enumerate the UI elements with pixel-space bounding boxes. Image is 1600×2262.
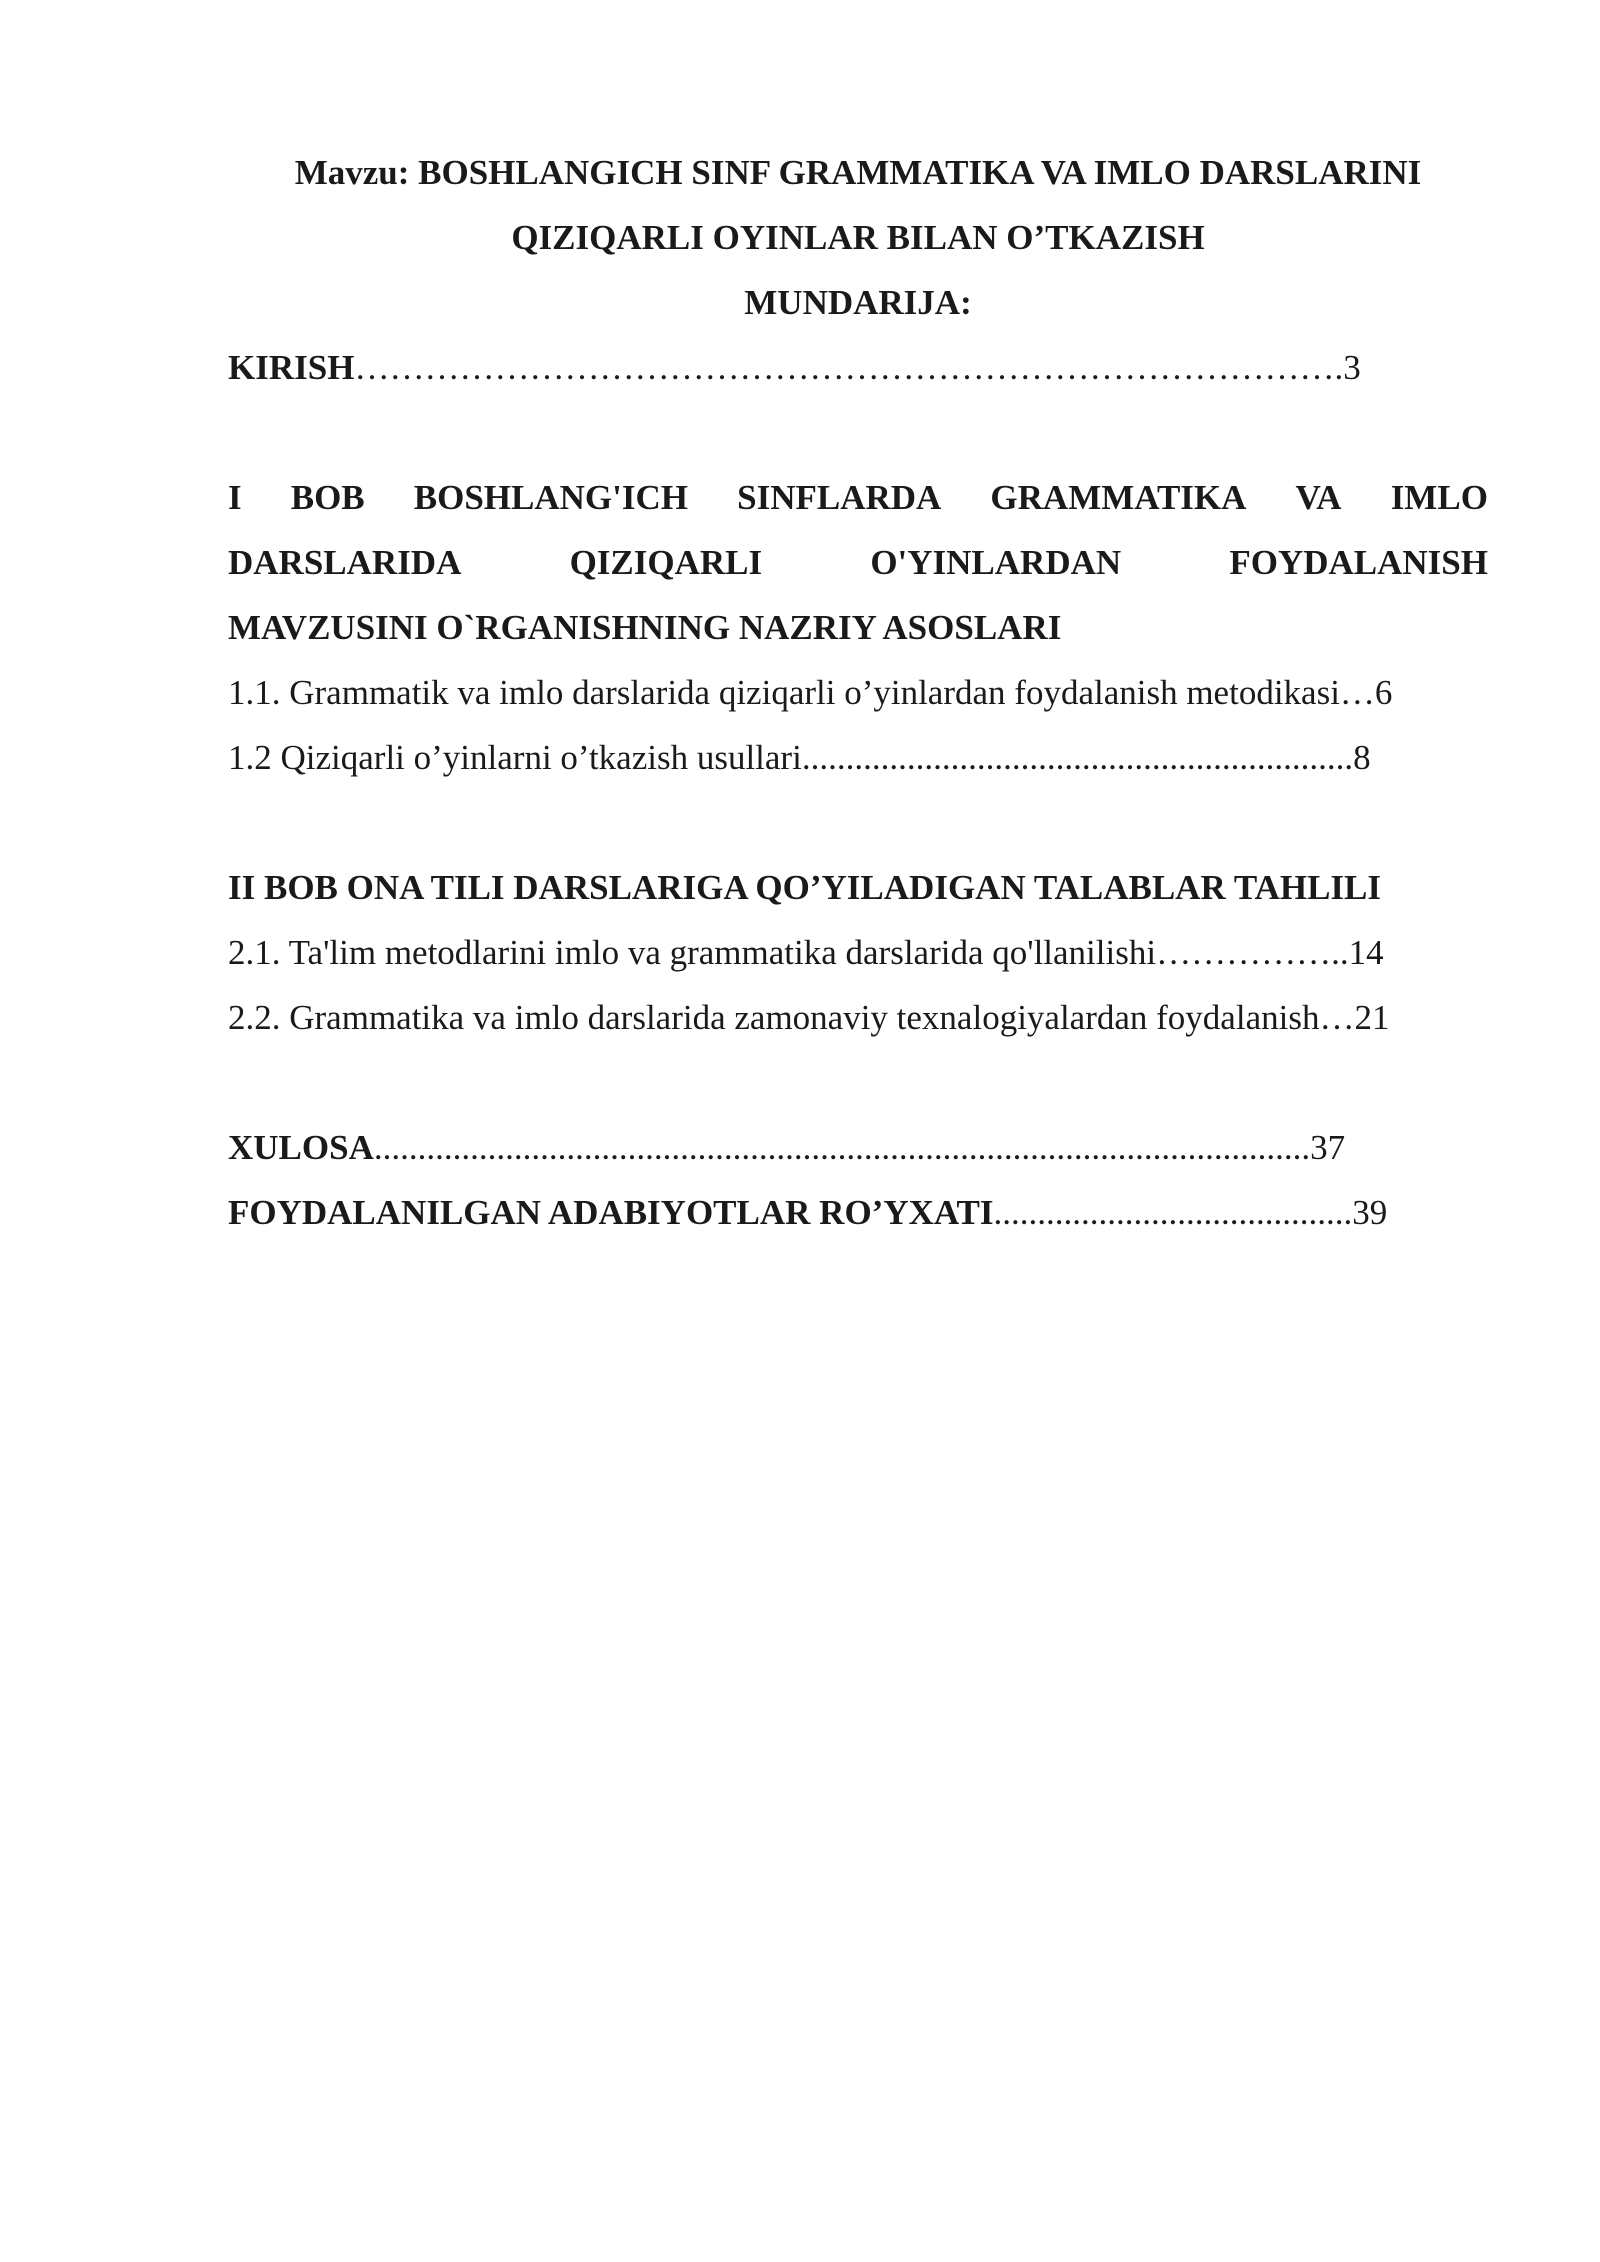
toc-entry-section-2-1[interactable] — [228, 920, 1488, 985]
toc-page-number: 39 — [1352, 1193, 1388, 1232]
chapter-1-title-line-3[interactable]: MAVZUSINI O`RGANISHNING NAZRIY ASOSLARI — [228, 608, 1062, 647]
spacer — [228, 790, 1488, 855]
chapter-1-word: BOSHLANG'ICH — [413, 478, 688, 517]
toc-page-number: 21 — [1354, 998, 1390, 1037]
table-of-contents — [228, 140, 1488, 1245]
toc-leader: …………….. — [1156, 933, 1349, 972]
toc-entry-section-2-2[interactable] — [228, 985, 1488, 1050]
chapter-1-word: O'YINLARDAN — [870, 543, 1122, 582]
contents-heading: MUNDARIJA: — [744, 283, 972, 322]
chapter-1-title-line-2[interactable] — [228, 530, 1488, 595]
toc-page-number: 6 — [1374, 673, 1393, 712]
toc-leader: … — [1319, 998, 1355, 1037]
toc-entry-conclusion[interactable] — [228, 1115, 1488, 1180]
toc-entry-label: XULOSA — [228, 1128, 374, 1167]
toc-entry-label: 1.1. Grammatik va imlo darslarida qiziqarli o’yinlardan foydalanish metodikasi — [228, 673, 1340, 712]
toc-leader: ........................................................................................................... — [373, 1128, 1311, 1167]
toc-page-number: 3 — [1343, 348, 1361, 387]
chapter-2-title[interactable]: II BOB ONA TILI DARSLARIGA QO’YILADIGAN TALABLAR TAHLILI — [228, 868, 1382, 907]
chapter-1-word: I — [228, 478, 242, 517]
toc-leader: ............................................................... — [801, 738, 1354, 777]
chapter-1-word: DARSLARIDA — [228, 543, 462, 582]
chapter-1-word: SINFLARDA — [737, 478, 942, 517]
chapter-1-word: VA — [1295, 478, 1342, 517]
toc-leader: ......................................... — [993, 1193, 1353, 1232]
spacer — [228, 1050, 1488, 1115]
chapter-1-word: FOYDALANISH — [1229, 543, 1488, 582]
toc-page-number: 14 — [1348, 933, 1384, 972]
toc-entry-section-1-1[interactable] — [228, 660, 1488, 725]
toc-entry-label: 1.2 Qiziqarli o’yinlarni o’tkazish usullari — [228, 738, 802, 777]
spacer — [228, 400, 1488, 465]
toc-leader: …………………………………………………………………………. — [354, 348, 1344, 387]
topic-title-line-1: Mavzu: BOSHLANGICH SINF GRAMMATIKA VA IMLO DARSLARINI — [294, 153, 1422, 192]
toc-entry-label: 2.2. Grammatika va imlo darslarida zamonaviy texnalogiyalardan foydalanish — [228, 998, 1320, 1037]
toc-leader: … — [1339, 673, 1375, 712]
toc-entry-references[interactable] — [228, 1180, 1488, 1245]
toc-entry-section-1-2[interactable] — [228, 725, 1488, 790]
chapter-1-word: IMLO — [1390, 478, 1488, 517]
chapter-1-word: QIZIQARLI — [569, 543, 763, 582]
chapter-1-word: GRAMMATIKA — [990, 478, 1247, 517]
chapter-1-title-line-1[interactable] — [228, 465, 1488, 530]
toc-page-number: 8 — [1353, 738, 1371, 777]
toc-entry-label: FOYDALANILGAN ADABIYOTLAR RO’YXATI — [228, 1193, 994, 1232]
toc-entry-intro[interactable] — [228, 335, 1488, 400]
topic-title-line-2: QIZIQARLI OYINLAR BILAN O’TKAZISH — [511, 218, 1205, 257]
toc-entry-label: 2.1. Ta'lim metodlarini imlo va grammatika darslarida qo'llanilishi — [228, 933, 1157, 972]
chapter-1-word: BOB — [290, 478, 365, 517]
toc-page-number: 37 — [1310, 1128, 1346, 1167]
toc-entry-label: KIRISH — [228, 348, 355, 387]
